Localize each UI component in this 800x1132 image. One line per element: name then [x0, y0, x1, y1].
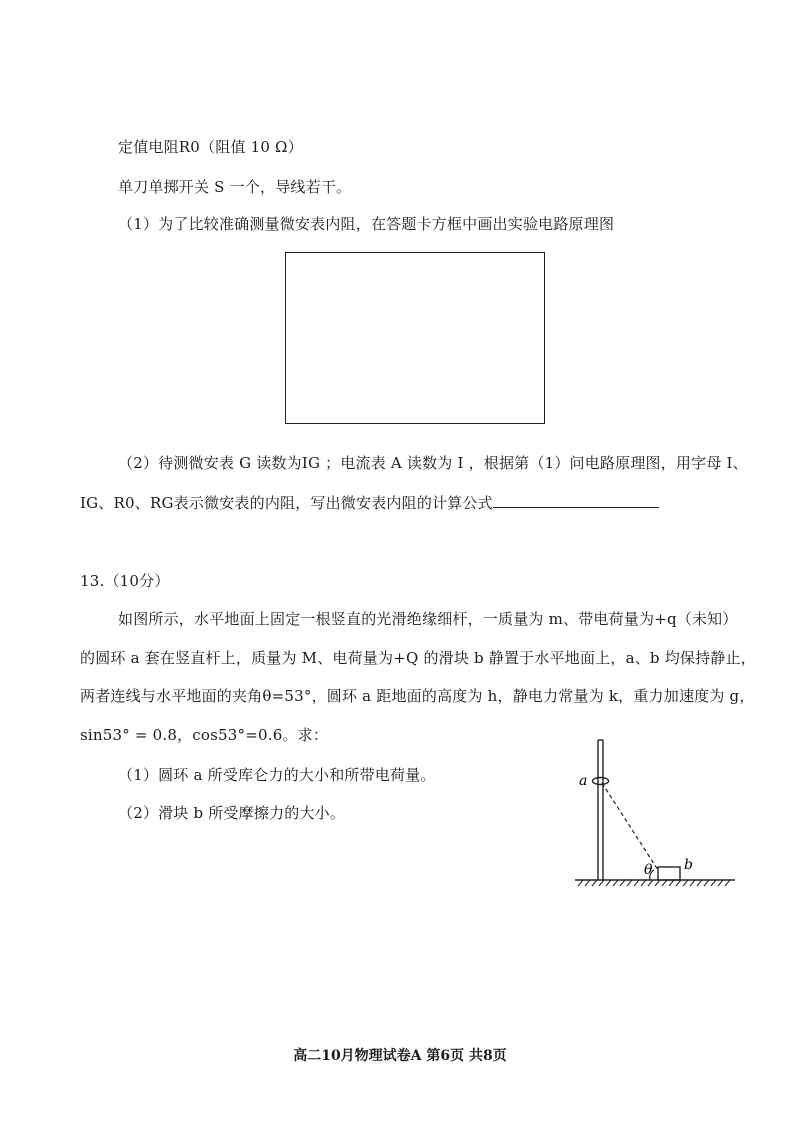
- ring-a: [593, 778, 609, 785]
- question-2-text-line1: （2）待测微安表 G 读数为IG ；电流表 A 读数为 I ，根据第（1）问电路原理图，用字母 I、: [118, 454, 748, 472]
- question-2-text-line2: [80, 492, 659, 513]
- connecting-dashed-line: [602, 783, 658, 870]
- slider-b: [658, 867, 680, 880]
- formula-answer-blank: [493, 493, 659, 508]
- problem-13-subquestion-2: （2）滑块 b 所受摩擦力的大小。: [118, 804, 346, 822]
- question-1-text: （1）为了比较准确测量微安表内阻，在答题卡方框中画出实验电路原理图: [118, 215, 615, 233]
- rod-ring-slider-figure: [570, 735, 740, 890]
- switch-line: 单刀单掷开关 S 一个，导线若干。: [118, 178, 352, 196]
- angle-theta-label: θ: [644, 862, 653, 878]
- problem-13-subquestion-1: （1）圆环 a 所受库仑力的大小和所带电荷量。: [118, 766, 436, 784]
- problem-13-paragraph-line4: sin53° = 0.8，cos53°=0.6。求：: [80, 726, 329, 744]
- problem-13-paragraph-line1: 如图所示，水平地面上固定一根竖直的光滑绝缘细杆，一质量为 m、带电荷量为+q（未知）: [118, 610, 738, 628]
- problem-13-paragraph-line2: 的圆环 a 套在竖直杆上，质量为 M、电荷量为+Q 的滑块 b 静置于水平地面上，a、b 均保持静止，: [80, 649, 756, 667]
- ground: [575, 880, 735, 886]
- problem-13-paragraph-line3: 两者连线与水平地面的夹角θ=53°，圆环 a 距地面的高度为 h，静电力常量为 k，重力加速度为 g，: [80, 687, 755, 705]
- circuit-answer-box: [285, 252, 545, 424]
- question-2-text-line2-content: IG、R0、RG表示微安表的内阻，写出微安表内阻的计算公式: [80, 494, 493, 512]
- resistor-r0-line: 定值电阻R0（阻值 10 Ω）: [118, 138, 303, 156]
- problem-13-heading: 13.（10分）: [80, 572, 170, 590]
- ring-a-label: a: [579, 773, 588, 789]
- slider-b-label: b: [684, 857, 693, 873]
- vertical-rod: [598, 740, 603, 880]
- page-footer: 高二10月物理试卷A 第6页 共8页: [293, 1048, 507, 1064]
